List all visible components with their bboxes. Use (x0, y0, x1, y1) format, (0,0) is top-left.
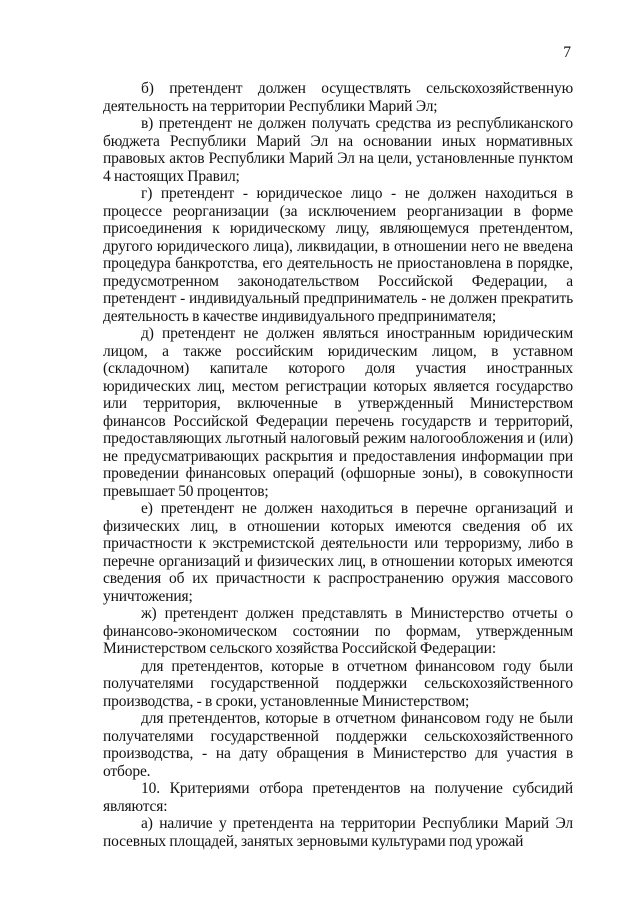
paragraph-zh: ж) претендент должен представлять в Министерство отчеты о финансово-экономическом состоянии по формам, утвержденным Министерством сельского хозяйства Российской Федерации: (103, 605, 573, 657)
paragraph-reporting-nonrecipients: для претендентов, которые в отчетном финансовом году не были получателями государственной поддержки сельскохозяйственного производства, - на дату обращения в Министерство для участия в отборе. (103, 710, 573, 780)
paragraph-g: г) претендент - юридическое лицо - не должен находиться в процессе реорганизации (за исключением реорганизации в форме присоединения к юридическому лицу, являющемуся претендентом, другого юридического лица), ликвидации, в отношении него не введена процедура банкротства, его деятельность не приостановлена в порядке, предусмотренном законодательством Российской Федерации, а претендент - индивидуальный предприниматель - не должен прекратить деятельность в качестве индивидуального предпринимателя; (103, 185, 573, 325)
body-text (103, 80, 573, 850)
paragraph-d: д) претендент не должен являться иностранным юридическим лицом, а также российским юридическим лицом, в уставном (складочном) капитале которого доля участия иностранных юридических лиц, местом регистрации которых является государство или территория, включенные в утвержденный Министерством финансов Российской Федерации перечень государств и территорий, предоставляющих льготный налоговый режим налогообложения и (или) не предусматривающих раскрытия и предоставления информации при проведении финансовых операций (офшорные зоны), в совокупности превышает 50 процентов; (103, 325, 573, 500)
paragraph-a: а) наличие у претендента на территории Республики Марий Эл посевных площадей, занятых зерновыми культурами под урожай (103, 815, 573, 850)
paragraph-b: б) претендент должен осуществлять сельскохозяйственную деятельность на территории Республики Марий Эл; (103, 80, 573, 115)
page-number: 7 (563, 44, 571, 61)
paragraph-e: е) претендент не должен находиться в перечне организаций и физических лиц, в отношении которых имеются сведения об их причастности к экстремистской деятельности или терроризму, либо в перечне организаций и физических лиц, в отношении которых имеются сведения об их причастности к распространению оружия массового уничтожения; (103, 500, 573, 605)
paragraph-v: в) претендент не должен получать средства из республиканского бюджета Республики Марий Эл на основании иных нормативных правовых актов Республики Марий Эл на цели, установленные пунктом 4 настоящих Правил; (103, 115, 573, 185)
paragraph-10-criteria: 10. Критериями отбора претендентов на получение субсидий являются: (103, 780, 573, 815)
paragraph-reporting-recipients: для претендентов, которые в отчетном финансовом году были получателями государственной поддержки сельскохозяйственного производства, - в сроки, установленные Министерством; (103, 657, 573, 710)
